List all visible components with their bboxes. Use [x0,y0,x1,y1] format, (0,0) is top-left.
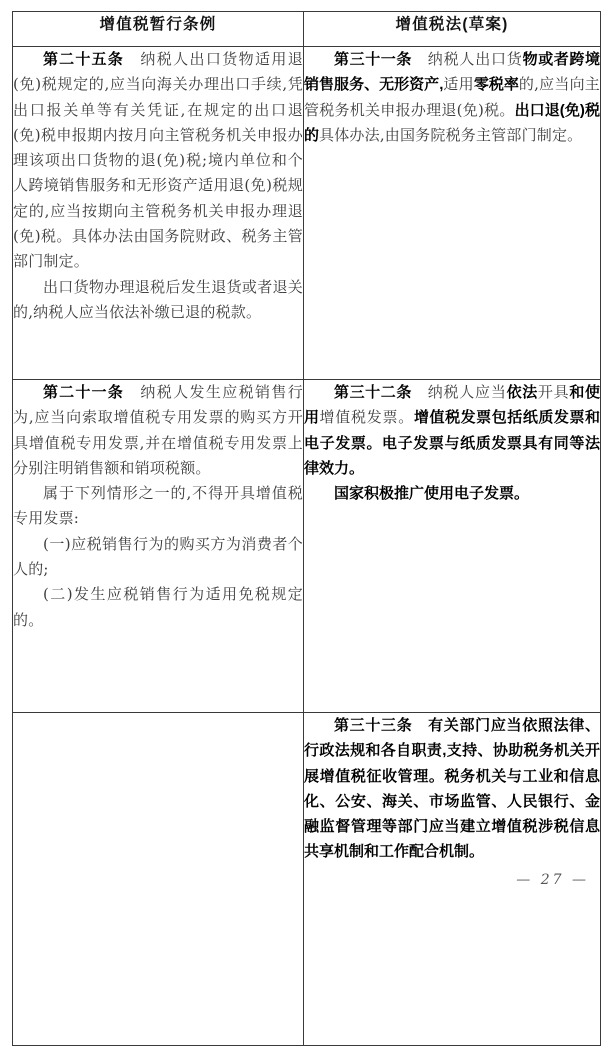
body-run: 纳税人出口货 [412,50,523,68]
body-run: 纳税人发生应税销售行为,应当向索取增值税专用发票的购买方开具增值税专用发票,并在增值税专用发票上分别注明销售额和销项税额。 [13,383,303,477]
emphasised-run: 出口退(免)税的 [304,101,600,144]
body-run: 出口货物办理退税后发生退货或者退关的,纳税人应当依法补缴已退的税款。 [13,277,303,321]
paragraph [304,713,600,865]
column-header-current-regulation: 增值税暂行条例 [13,12,304,47]
body-run: 纳税人应当 [411,383,507,401]
cell-regulation-article-25 [13,47,304,380]
body-run: (二)发生应税销售行为适用免税规定的。 [13,585,303,629]
emphasised-run: 第三十二条 [334,384,412,401]
body-run: 增值税发票。 [319,408,415,427]
emphasised-run: 第二十五条 [43,51,124,68]
table-row [13,47,601,380]
paragraph [13,380,303,481]
paragraph [304,47,600,148]
emphasised-run: 依法 [506,384,538,401]
cell-draft-article-31 [304,47,601,380]
body-run: 具体办法,由国务院税务主管部门制定。 [319,125,583,144]
emphasised-run: 增值税发票包括纸质发票和电子发票。电子发票与纸质发票具有同等法律效力。 [304,409,600,477]
body-run: 的,应当向主管税务机关申报办理退(免)税。 [304,75,600,119]
paragraph [13,582,303,633]
cell-draft-article-32 [304,380,601,713]
body-run: 开具 [537,383,570,401]
body-run: (一)应税销售行为的购买方为消费者个人的; [13,534,303,579]
emphasised-run: 零税率 [473,76,519,94]
paragraph [304,380,600,481]
paragraph [13,481,303,532]
paragraph [304,481,600,506]
cell-regulation-article-21 [13,380,304,713]
comparison-table [12,11,601,1046]
body-run: 适用 [443,75,474,94]
emphasised-run: 第二十一条 [43,384,124,401]
body-run: 纳税人出口货物适用退(免)税规定的,应当向海关办理出口手续,凭出口报关单等有关凭证,在规定的出口退(免)税申报期内按月向主管税务机关申报办理该项出口货物的退(免)税;境内单位和个人跨境销售服务和无形资产适用退(免)税规定的,应当按期向主管税务机关申报办理退(免)税。具体办法由国务院财政、税务主管部门制定。 [13,50,303,271]
emphasised-run: 第三十三条 [334,717,413,734]
emphasised-run: 第三十一条 [334,51,412,68]
emphasised-run: 和使用 [304,384,600,427]
paragraph [13,47,303,275]
paragraph [13,532,303,583]
column-header-draft-law: 增值税法(草案) [304,12,601,47]
paragraph [13,275,303,326]
body-run: 属于下列情形之一的,不得开具增值税专用发票: [13,484,303,528]
emphasised-run: 国家积极推广使用电子发票。 [334,485,530,503]
table-row [13,380,601,713]
page-number: — 27 — [516,872,589,888]
table-body [13,47,601,1046]
emphasised-run: 有关部门应当依照法律、行政法规和各自职责,支持、协助税务机关开展增值税征收管理。税务机关与工业和信息化、公安、海关、市场监管、人民银行、金融监督管理等部门应当建立增值税涉税信息共享机制和工作配合机制。 [304,717,600,861]
emphasised-run: 物或者跨境销售服务、无形资产, [304,51,600,94]
table-header-row [13,12,601,47]
